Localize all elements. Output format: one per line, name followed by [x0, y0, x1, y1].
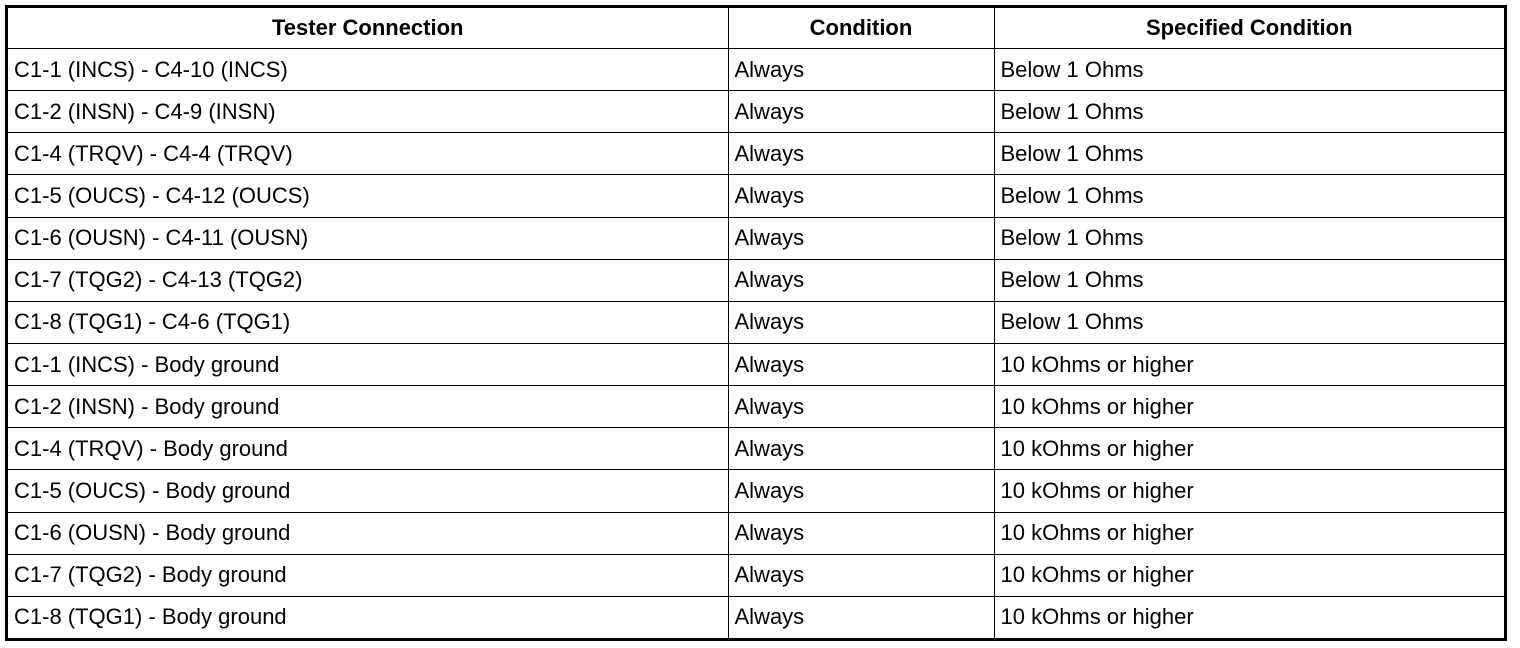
cell-specified-condition: 10 kOhms or higher — [994, 428, 1504, 470]
table-body — [8, 49, 1504, 639]
cell-tester-connection: C1-5 (OUCS) - C4-12 (OUCS) — [8, 175, 728, 217]
table-row — [8, 512, 1504, 554]
cell-tester-connection: C1-8 (TQG1) - Body ground — [8, 596, 728, 638]
table-row — [8, 386, 1504, 428]
table-row — [8, 470, 1504, 512]
cell-tester-connection: C1-4 (TRQV) - C4-4 (TRQV) — [8, 133, 728, 175]
table-row — [8, 49, 1504, 91]
table-row — [8, 343, 1504, 385]
cell-tester-connection: C1-5 (OUCS) - Body ground — [8, 470, 728, 512]
cell-specified-condition: Below 1 Ohms — [994, 91, 1504, 133]
spec-table — [8, 8, 1504, 638]
cell-specified-condition: Below 1 Ohms — [994, 217, 1504, 259]
cell-tester-connection: C1-1 (INCS) - Body ground — [8, 343, 728, 385]
cell-condition: Always — [728, 217, 994, 259]
table-row — [8, 133, 1504, 175]
cell-specified-condition: 10 kOhms or higher — [994, 512, 1504, 554]
table-row — [8, 217, 1504, 259]
cell-specified-condition: 10 kOhms or higher — [994, 470, 1504, 512]
cell-specified-condition: 10 kOhms or higher — [994, 386, 1504, 428]
header-condition: Condition — [728, 8, 994, 49]
header-row — [8, 8, 1504, 49]
table-row — [8, 301, 1504, 343]
cell-tester-connection: C1-4 (TRQV) - Body ground — [8, 428, 728, 470]
cell-condition: Always — [728, 428, 994, 470]
cell-condition: Always — [728, 259, 994, 301]
cell-specified-condition: Below 1 Ohms — [994, 49, 1504, 91]
cell-specified-condition: 10 kOhms or higher — [994, 343, 1504, 385]
cell-condition: Always — [728, 512, 994, 554]
cell-condition: Always — [728, 386, 994, 428]
spec-table-frame — [5, 5, 1507, 641]
header-tester-connection: Tester Connection — [8, 8, 728, 49]
table-row — [8, 428, 1504, 470]
cell-condition: Always — [728, 91, 994, 133]
header-specified-condition: Specified Condition — [994, 8, 1504, 49]
cell-tester-connection: C1-6 (OUSN) - C4-11 (OUSN) — [8, 217, 728, 259]
table-row — [8, 175, 1504, 217]
cell-specified-condition: Below 1 Ohms — [994, 259, 1504, 301]
cell-condition: Always — [728, 175, 994, 217]
cell-condition: Always — [728, 133, 994, 175]
cell-specified-condition: 10 kOhms or higher — [994, 554, 1504, 596]
cell-condition: Always — [728, 49, 994, 91]
table-row — [8, 596, 1504, 638]
cell-condition: Always — [728, 301, 994, 343]
cell-condition: Always — [728, 554, 994, 596]
cell-specified-condition: Below 1 Ohms — [994, 133, 1504, 175]
cell-condition: Always — [728, 596, 994, 638]
cell-tester-connection: C1-7 (TQG2) - Body ground — [8, 554, 728, 596]
cell-condition: Always — [728, 343, 994, 385]
cell-specified-condition: Below 1 Ohms — [994, 301, 1504, 343]
cell-tester-connection: C1-7 (TQG2) - C4-13 (TQG2) — [8, 259, 728, 301]
table-row — [8, 259, 1504, 301]
cell-specified-condition: 10 kOhms or higher — [994, 596, 1504, 638]
cell-specified-condition: Below 1 Ohms — [994, 175, 1504, 217]
cell-condition: Always — [728, 470, 994, 512]
cell-tester-connection: C1-6 (OUSN) - Body ground — [8, 512, 728, 554]
cell-tester-connection: C1-2 (INSN) - C4-9 (INSN) — [8, 91, 728, 133]
cell-tester-connection: C1-1 (INCS) - C4-10 (INCS) — [8, 49, 728, 91]
cell-tester-connection: C1-8 (TQG1) - C4-6 (TQG1) — [8, 301, 728, 343]
table-row — [8, 91, 1504, 133]
cell-tester-connection: C1-2 (INSN) - Body ground — [8, 386, 728, 428]
table-row — [8, 554, 1504, 596]
